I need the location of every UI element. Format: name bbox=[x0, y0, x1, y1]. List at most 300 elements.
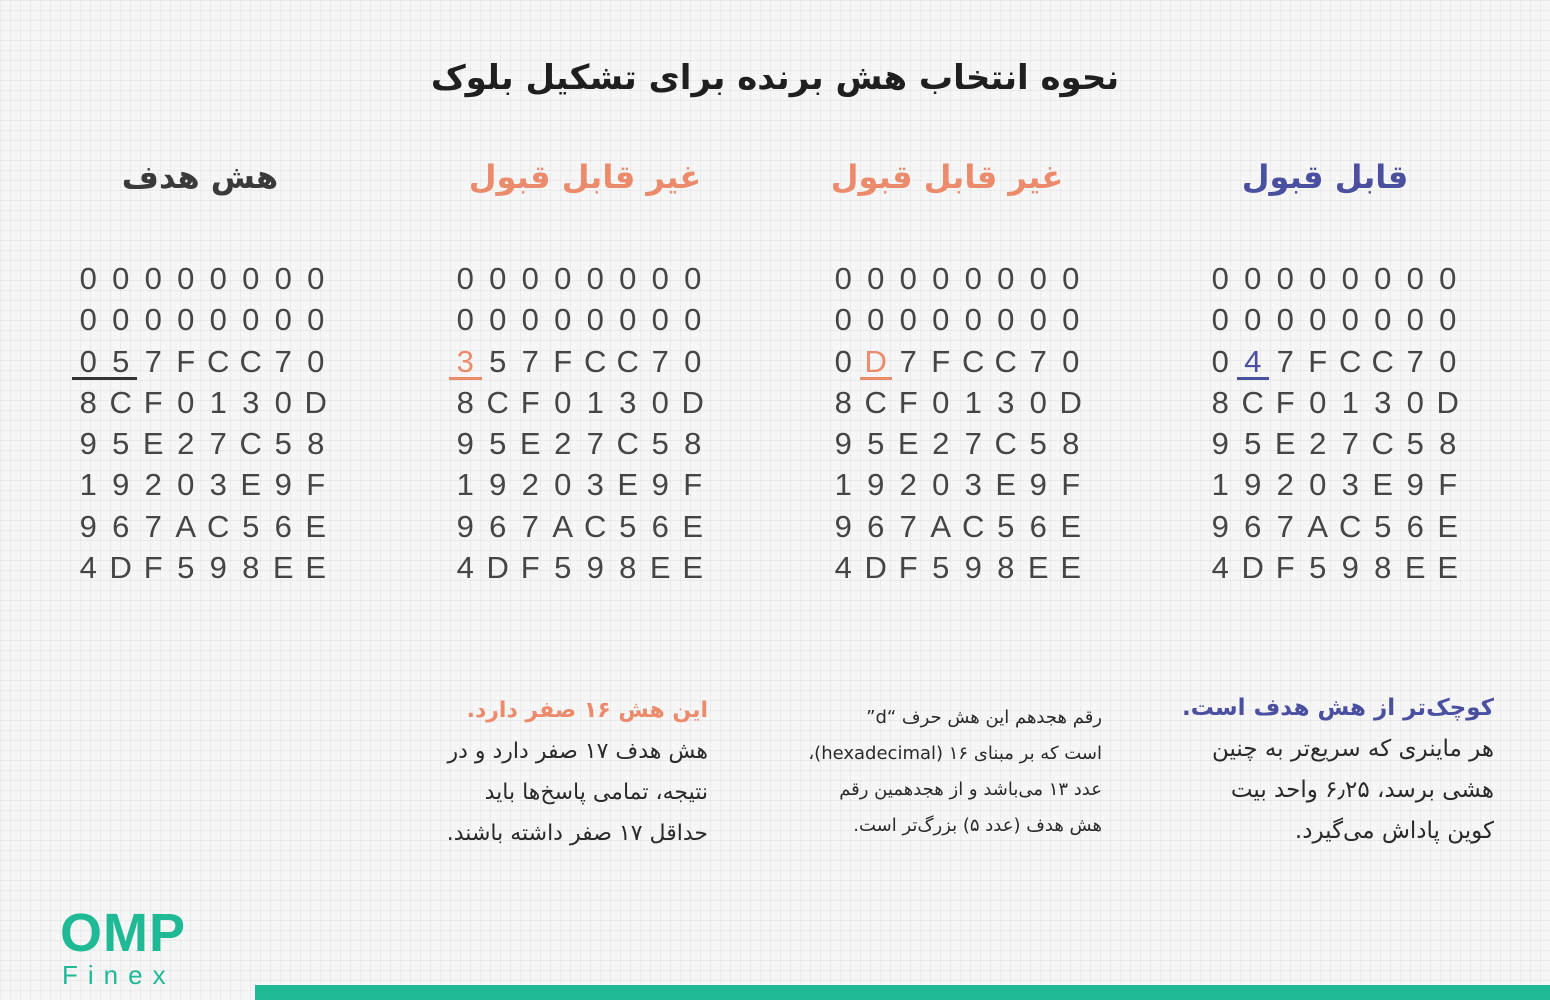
hash-char: 6 bbox=[651, 508, 669, 544]
hash-row bbox=[1204, 341, 1464, 382]
hash-char: 3 bbox=[449, 341, 482, 380]
hash-char: 0 bbox=[867, 302, 885, 338]
hash-char: 9 bbox=[1341, 550, 1359, 586]
hash-char: 9 bbox=[1029, 467, 1047, 503]
hash-char: 0 bbox=[1276, 261, 1294, 296]
hash-char: 2 bbox=[177, 426, 195, 462]
hash-char: 6 bbox=[112, 508, 130, 544]
hash-char: 9 bbox=[586, 550, 604, 586]
hash-char: 0 bbox=[1439, 343, 1457, 379]
hash-char: F bbox=[1308, 343, 1328, 379]
hash-char: 0 bbox=[489, 261, 507, 296]
hash-char: D bbox=[486, 550, 509, 586]
note-line: کوین پاداش می‌گیرد. bbox=[1294, 818, 1494, 844]
hash-char: 1 bbox=[964, 384, 982, 420]
hash-char: 0 bbox=[1341, 261, 1359, 296]
hash-char: 0 bbox=[899, 302, 917, 338]
hash-char: 3 bbox=[1374, 384, 1392, 420]
hash-char: 4 bbox=[79, 550, 97, 586]
note-line: نتیجه، تمامی پاسخ‌ها باید bbox=[484, 780, 708, 805]
hash-row bbox=[827, 464, 1087, 505]
hash-char: 9 bbox=[1211, 426, 1229, 462]
hash-char: 7 bbox=[209, 426, 227, 462]
hash-row bbox=[827, 299, 1087, 340]
hash-char: 7 bbox=[1276, 343, 1294, 379]
note-line: هش هدف (عدد ۵) بزرگ‌تر است. bbox=[853, 815, 1102, 836]
note-line: رقم هجدهم این هش حرف “d” bbox=[866, 707, 1102, 728]
hash-char: 8 bbox=[1374, 550, 1392, 586]
hash-char: 8 bbox=[997, 550, 1015, 586]
hash-char: A bbox=[930, 508, 952, 544]
hash-char: 9 bbox=[1406, 467, 1424, 503]
note-unacceptable-2 bbox=[740, 700, 1102, 844]
hash-char: 9 bbox=[112, 467, 130, 503]
logo-main-text: OMP bbox=[60, 903, 187, 963]
hash-char: C bbox=[486, 384, 509, 420]
hash-char: 0 bbox=[684, 261, 702, 296]
hash-char: 0 bbox=[1211, 343, 1229, 379]
hash-char: E bbox=[519, 426, 541, 462]
hash-grid-unacceptable-2 bbox=[827, 258, 1087, 588]
hash-char: 2 bbox=[899, 467, 917, 503]
hash-char: 9 bbox=[1244, 467, 1262, 503]
hash-char: C bbox=[1241, 384, 1264, 420]
hash-char: E bbox=[1372, 467, 1394, 503]
hash-char: 0 bbox=[997, 302, 1015, 338]
note-unacceptable-1 bbox=[380, 690, 708, 854]
hash-char: 0 bbox=[177, 302, 195, 338]
hash-char: 0 bbox=[651, 384, 669, 420]
hash-char: 7 bbox=[899, 343, 917, 379]
note-lead: این هش ۱۶ صفر دارد. bbox=[466, 698, 708, 723]
hash-char: 0 bbox=[456, 302, 474, 338]
hash-char: 2 bbox=[932, 426, 950, 462]
hash-char: 7 bbox=[274, 343, 292, 379]
hash-row bbox=[449, 341, 709, 382]
hash-char: C bbox=[616, 343, 639, 379]
hash-char: 0 bbox=[209, 261, 227, 296]
hash-char: F bbox=[683, 467, 703, 503]
hash-char: D bbox=[864, 550, 887, 586]
hash-char: E bbox=[649, 550, 671, 586]
hash-char: 4 bbox=[1237, 341, 1270, 380]
hash-char: F bbox=[898, 384, 918, 420]
hash-char: 7 bbox=[144, 343, 162, 379]
hash-row bbox=[72, 382, 332, 423]
hash-char: 9 bbox=[651, 467, 669, 503]
hash-char: 0 bbox=[79, 261, 97, 296]
hash-char: F bbox=[1275, 550, 1295, 586]
hash-char: 0 bbox=[651, 261, 669, 296]
hash-char: E bbox=[305, 550, 327, 586]
logo-sub-text: Finex bbox=[62, 960, 176, 990]
hash-char: 8 bbox=[1211, 384, 1229, 420]
hash-char: F bbox=[1275, 384, 1295, 420]
omp-finex-logo bbox=[60, 905, 220, 989]
hash-char: E bbox=[305, 508, 327, 544]
hash-char: 9 bbox=[79, 508, 97, 544]
hash-row bbox=[72, 547, 332, 588]
hash-char: 0 bbox=[1406, 302, 1424, 338]
heading-target-hash: هش هدف bbox=[121, 158, 279, 196]
hash-char: 6 bbox=[1406, 508, 1424, 544]
hash-row bbox=[72, 423, 332, 464]
hash-char: 0 bbox=[1244, 261, 1262, 296]
hash-char: 0 bbox=[932, 467, 950, 503]
hash-char: 0 bbox=[1211, 302, 1229, 338]
heading-unacceptable-1: غیر قابل قبول bbox=[468, 158, 702, 196]
hash-char: 7 bbox=[521, 343, 539, 379]
hash-char: E bbox=[682, 550, 704, 586]
hash-char: 0 bbox=[112, 302, 130, 338]
hash-char: D bbox=[681, 384, 704, 420]
hash-char: F bbox=[176, 343, 196, 379]
hash-char: 1 bbox=[456, 467, 474, 503]
hash-char: 0 bbox=[867, 261, 885, 296]
hash-char: 4 bbox=[1211, 550, 1229, 586]
hash-char: D bbox=[860, 341, 893, 380]
hash-char: 0 bbox=[1029, 302, 1047, 338]
hash-char: C bbox=[109, 384, 132, 420]
hash-char: 9 bbox=[489, 467, 507, 503]
hash-char: 7 bbox=[1341, 426, 1359, 462]
hash-char: 0 bbox=[307, 302, 325, 338]
hash-row bbox=[449, 382, 709, 423]
hash-char: 5 bbox=[1309, 550, 1327, 586]
hash-char: 0 bbox=[1062, 343, 1080, 379]
hash-char: 0 bbox=[586, 261, 604, 296]
hash-row bbox=[72, 464, 332, 505]
hash-char: C bbox=[207, 508, 230, 544]
hash-char: 8 bbox=[456, 384, 474, 420]
hash-char: 6 bbox=[1244, 508, 1262, 544]
hash-char: 5 bbox=[1029, 426, 1047, 462]
hash-char: 9 bbox=[964, 550, 982, 586]
hash-char: 7 bbox=[144, 508, 162, 544]
hash-char: 5 bbox=[105, 341, 138, 380]
hash-char: 0 bbox=[177, 467, 195, 503]
note-line: هر ماینری که سریع‌تر به چنین bbox=[1211, 736, 1494, 762]
hash-char: 0 bbox=[242, 302, 260, 338]
hash-char: 0 bbox=[684, 343, 702, 379]
hash-char: 7 bbox=[586, 426, 604, 462]
hash-char: 0 bbox=[144, 261, 162, 296]
hash-char: E bbox=[617, 467, 639, 503]
hash-char: 2 bbox=[144, 467, 162, 503]
hash-char: 7 bbox=[1029, 343, 1047, 379]
hash-char: 0 bbox=[554, 384, 572, 420]
hash-char: F bbox=[898, 550, 918, 586]
hash-char: 0 bbox=[456, 261, 474, 296]
hash-char: E bbox=[272, 550, 294, 586]
hash-char: 0 bbox=[1439, 302, 1457, 338]
hash-char: 2 bbox=[554, 426, 572, 462]
hash-char: 8 bbox=[1062, 426, 1080, 462]
hash-char: 0 bbox=[72, 341, 105, 380]
hash-char: 7 bbox=[964, 426, 982, 462]
hash-char: 7 bbox=[1276, 508, 1294, 544]
hash-char: 0 bbox=[144, 302, 162, 338]
hash-char: A bbox=[1307, 508, 1329, 544]
hash-char: 9 bbox=[834, 426, 852, 462]
hash-char: 0 bbox=[1309, 261, 1327, 296]
hash-char: 5 bbox=[489, 343, 507, 379]
hash-char: C bbox=[239, 426, 262, 462]
footer-accent-bar bbox=[255, 985, 1550, 1000]
hash-char: 0 bbox=[274, 261, 292, 296]
hash-char: F bbox=[1438, 467, 1458, 503]
hash-char: 0 bbox=[619, 261, 637, 296]
hash-char: 0 bbox=[586, 302, 604, 338]
hash-char: F bbox=[520, 384, 540, 420]
hash-char: 6 bbox=[274, 508, 292, 544]
hash-char: 0 bbox=[274, 302, 292, 338]
hash-char: 9 bbox=[274, 467, 292, 503]
note-line: حداقل ۱۷ صفر داشته باشند. bbox=[446, 821, 708, 846]
hash-row bbox=[72, 299, 332, 340]
hash-char: 5 bbox=[554, 550, 572, 586]
hash-char: 5 bbox=[274, 426, 292, 462]
hash-char: 0 bbox=[554, 261, 572, 296]
hash-char: 0 bbox=[112, 261, 130, 296]
hash-char: 8 bbox=[79, 384, 97, 420]
hash-char: 3 bbox=[997, 384, 1015, 420]
hash-row bbox=[1204, 258, 1464, 299]
hash-char: 2 bbox=[1309, 426, 1327, 462]
hash-char: 0 bbox=[1406, 384, 1424, 420]
hash-char: 0 bbox=[899, 261, 917, 296]
hash-char: D bbox=[1059, 384, 1082, 420]
hash-char: E bbox=[240, 467, 262, 503]
hash-char: 9 bbox=[456, 508, 474, 544]
hash-char: 0 bbox=[1062, 302, 1080, 338]
hash-char: 3 bbox=[209, 467, 227, 503]
note-line: هش هدف ۱۷ صفر دارد و در bbox=[447, 739, 708, 764]
hash-row bbox=[827, 382, 1087, 423]
hash-char: 0 bbox=[834, 261, 852, 296]
hash-char: 3 bbox=[1341, 467, 1359, 503]
hash-char: 0 bbox=[619, 302, 637, 338]
hash-char: C bbox=[962, 508, 985, 544]
hash-char: 1 bbox=[79, 467, 97, 503]
hash-char: 5 bbox=[932, 550, 950, 586]
hash-char: 6 bbox=[1029, 508, 1047, 544]
hash-char: E bbox=[1027, 550, 1049, 586]
hash-char: D bbox=[1436, 384, 1459, 420]
hash-row bbox=[1204, 382, 1464, 423]
hash-row bbox=[1204, 464, 1464, 505]
hash-char: 9 bbox=[209, 550, 227, 586]
hash-char: C bbox=[994, 426, 1017, 462]
hash-char: 5 bbox=[651, 426, 669, 462]
hash-row bbox=[827, 547, 1087, 588]
hash-char: 0 bbox=[489, 302, 507, 338]
hash-char: E bbox=[1437, 508, 1459, 544]
hash-char: F bbox=[553, 343, 573, 379]
hash-char: 9 bbox=[1211, 508, 1229, 544]
hash-char: 0 bbox=[1211, 261, 1229, 296]
hash-char: F bbox=[143, 550, 163, 586]
hash-char: E bbox=[995, 467, 1017, 503]
hash-row bbox=[72, 341, 332, 382]
hash-char: 0 bbox=[1406, 261, 1424, 296]
hash-char: 1 bbox=[586, 384, 604, 420]
hash-char: 9 bbox=[456, 426, 474, 462]
hash-row bbox=[1204, 423, 1464, 464]
hash-row bbox=[449, 547, 709, 588]
hash-char: F bbox=[143, 384, 163, 420]
hash-char: C bbox=[1371, 426, 1394, 462]
hash-char: 4 bbox=[834, 550, 852, 586]
hash-char: 7 bbox=[521, 508, 539, 544]
hash-char: 8 bbox=[242, 550, 260, 586]
hash-char: D bbox=[1241, 550, 1264, 586]
hash-char: 5 bbox=[489, 426, 507, 462]
hash-char: 0 bbox=[964, 302, 982, 338]
hash-char: 1 bbox=[209, 384, 227, 420]
hash-char: 5 bbox=[177, 550, 195, 586]
hash-row bbox=[827, 506, 1087, 547]
hash-char: 3 bbox=[619, 384, 637, 420]
hash-char: 7 bbox=[1406, 343, 1424, 379]
note-lead: کوچک‌تر از هش هدف است. bbox=[1181, 695, 1494, 721]
hash-char: C bbox=[1339, 508, 1362, 544]
hash-char: 8 bbox=[307, 426, 325, 462]
hash-row bbox=[827, 341, 1087, 382]
hash-char: C bbox=[962, 343, 985, 379]
hash-char: 0 bbox=[684, 302, 702, 338]
hash-row bbox=[72, 258, 332, 299]
hash-grid-target bbox=[72, 258, 332, 588]
hash-char: 3 bbox=[586, 467, 604, 503]
hash-char: 0 bbox=[1374, 261, 1392, 296]
hash-char: 7 bbox=[651, 343, 669, 379]
hash-char: 1 bbox=[1211, 467, 1229, 503]
hash-row bbox=[1204, 299, 1464, 340]
hash-char: F bbox=[520, 550, 540, 586]
heading-unacceptable-2: غیر قابل قبول bbox=[830, 158, 1064, 196]
hash-char: 2 bbox=[521, 467, 539, 503]
hash-char: 9 bbox=[79, 426, 97, 462]
hash-char: 5 bbox=[112, 426, 130, 462]
note-line: عدد ۱۳ می‌باشد و از هجدهمین رقم bbox=[839, 779, 1102, 800]
hash-char: 3 bbox=[242, 384, 260, 420]
hash-char: E bbox=[142, 426, 164, 462]
note-acceptable bbox=[1140, 688, 1494, 852]
hash-char: 5 bbox=[619, 508, 637, 544]
hash-char: C bbox=[994, 343, 1017, 379]
hash-char: 0 bbox=[1276, 302, 1294, 338]
hash-char: 0 bbox=[521, 302, 539, 338]
hash-char: E bbox=[1437, 550, 1459, 586]
hash-char: 0 bbox=[834, 302, 852, 338]
hash-char: 9 bbox=[867, 467, 885, 503]
hash-char: 0 bbox=[554, 467, 572, 503]
hash-char: 0 bbox=[997, 261, 1015, 296]
hash-char: A bbox=[175, 508, 197, 544]
hash-row bbox=[449, 423, 709, 464]
hash-char: 0 bbox=[242, 261, 260, 296]
hash-char: 4 bbox=[456, 550, 474, 586]
hash-char: D bbox=[304, 384, 327, 420]
hash-char: 0 bbox=[1309, 302, 1327, 338]
hash-char: 0 bbox=[554, 302, 572, 338]
hash-char: 8 bbox=[684, 426, 702, 462]
hash-row bbox=[449, 464, 709, 505]
hash-char: 7 bbox=[899, 508, 917, 544]
hash-char: 0 bbox=[177, 384, 195, 420]
hash-char: F bbox=[306, 467, 326, 503]
note-line: است که بر مبنای ۱۶ (hexadecimal)، bbox=[808, 743, 1102, 764]
hash-char: 0 bbox=[932, 384, 950, 420]
hash-row bbox=[1204, 506, 1464, 547]
hash-row bbox=[827, 258, 1087, 299]
hash-char: 0 bbox=[307, 261, 325, 296]
hash-char: 0 bbox=[1244, 302, 1262, 338]
hash-char: 0 bbox=[1029, 384, 1047, 420]
hash-char: F bbox=[931, 343, 951, 379]
hash-char: 6 bbox=[489, 508, 507, 544]
hash-char: E bbox=[682, 508, 704, 544]
hash-char: D bbox=[109, 550, 132, 586]
hash-char: 0 bbox=[1309, 467, 1327, 503]
hash-char: 5 bbox=[1244, 426, 1262, 462]
hash-char: E bbox=[1060, 550, 1082, 586]
hash-char: 0 bbox=[1341, 302, 1359, 338]
hash-char: 0 bbox=[1374, 302, 1392, 338]
note-line: هشی برسد، ۶٫۲۵ واحد بیت bbox=[1230, 777, 1494, 803]
hash-char: 0 bbox=[209, 302, 227, 338]
hash-row bbox=[449, 258, 709, 299]
hash-char: 0 bbox=[932, 302, 950, 338]
hash-char: C bbox=[1371, 343, 1394, 379]
hash-char: 8 bbox=[619, 550, 637, 586]
hash-char: 3 bbox=[964, 467, 982, 503]
hash-char: 5 bbox=[1374, 508, 1392, 544]
hash-char: E bbox=[1060, 508, 1082, 544]
hash-char: 0 bbox=[1062, 261, 1080, 296]
hash-char: 9 bbox=[834, 508, 852, 544]
hash-char: 0 bbox=[1309, 384, 1327, 420]
hash-row bbox=[449, 506, 709, 547]
hash-char: 5 bbox=[867, 426, 885, 462]
page-title: نحوه انتخاب هش برنده برای تشکیل بلوک bbox=[430, 58, 1120, 98]
hash-char: 1 bbox=[1341, 384, 1359, 420]
hash-row bbox=[827, 423, 1087, 464]
hash-char: 0 bbox=[964, 261, 982, 296]
hash-char: E bbox=[1404, 550, 1426, 586]
hash-char: C bbox=[584, 343, 607, 379]
hash-char: 0 bbox=[1029, 261, 1047, 296]
hash-char: C bbox=[864, 384, 887, 420]
hash-char: E bbox=[897, 426, 919, 462]
hash-grid-unacceptable-1 bbox=[449, 258, 709, 588]
hash-char: 0 bbox=[932, 261, 950, 296]
hash-char: F bbox=[1061, 467, 1081, 503]
hash-char: 8 bbox=[1439, 426, 1457, 462]
hash-char: C bbox=[239, 343, 262, 379]
hash-char: 0 bbox=[274, 384, 292, 420]
hash-char: 5 bbox=[997, 508, 1015, 544]
hash-char: 0 bbox=[177, 261, 195, 296]
hash-row bbox=[1204, 547, 1464, 588]
hash-char: C bbox=[207, 343, 230, 379]
hash-char: 2 bbox=[1276, 467, 1294, 503]
hash-char: 0 bbox=[307, 343, 325, 379]
hash-grid-acceptable bbox=[1204, 258, 1464, 588]
heading-acceptable: قابل قبول bbox=[1241, 158, 1409, 196]
hash-char: 0 bbox=[1439, 261, 1457, 296]
